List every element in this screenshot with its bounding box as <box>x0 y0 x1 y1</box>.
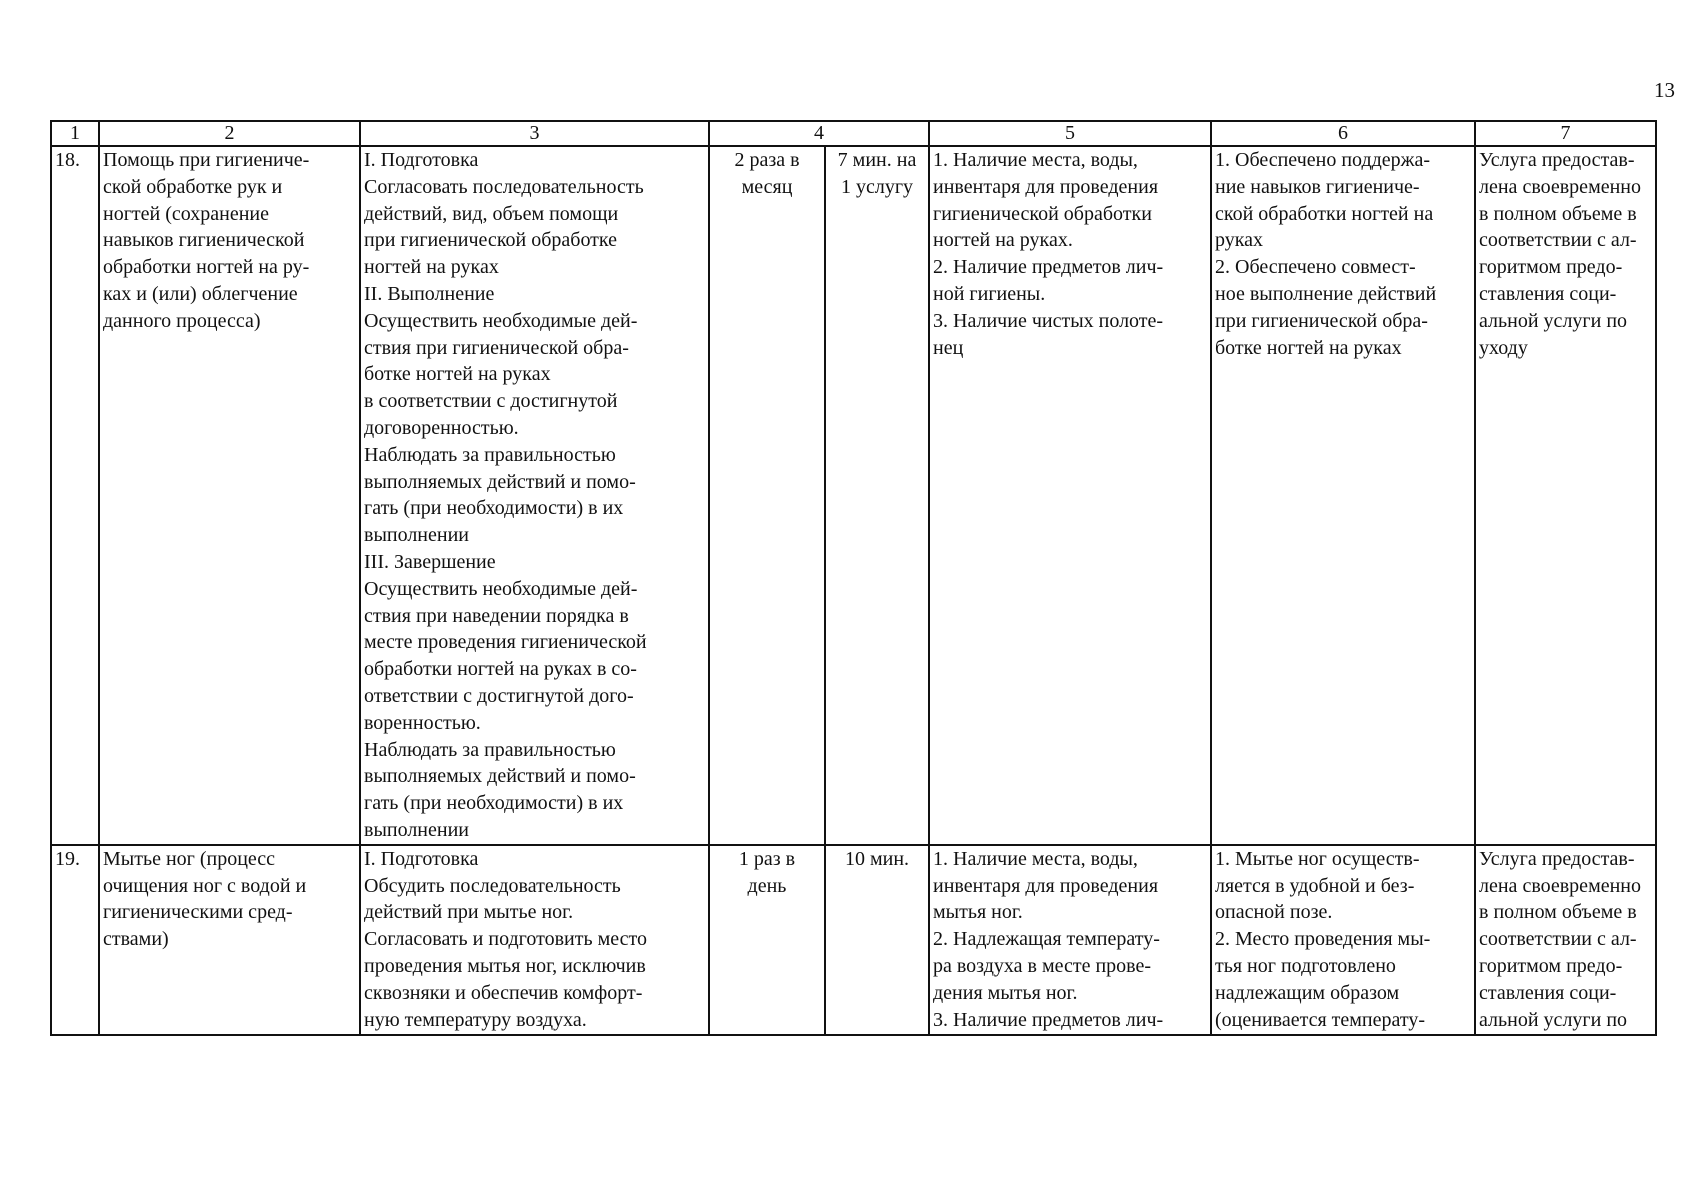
header-col-7: 7 <box>1475 121 1656 146</box>
service-frequency: 2 раза в месяц <box>709 146 825 845</box>
header-col-2: 2 <box>99 121 360 146</box>
service-name: Мытье ног (процесс очищения ног с водой и гигиеническими сред- ствами) <box>99 845 360 1035</box>
service-evaluation: Услуга предостав- лена своевременно в полном объеме в соответствии с ал- горитмом предо- ставления соци- альной услуги по <box>1475 845 1656 1035</box>
header-col-4: 4 <box>709 121 929 146</box>
services-table <box>50 120 1657 1036</box>
page-number: 13 <box>1654 78 1675 102</box>
table-row <box>51 845 1656 1035</box>
service-description: I. Подготовка Согласовать последовательность действий, вид, объем помощи при гигиенической обработке ногтей на руках II. Выполнение Осуществить необходимые дей- ствия при гигиенической обра- ботке ногтей на руках в соответствии с достигнутой договоренностью. Наблюдать за правильностью выполняемых действий и помо- гать (при необходимости) в их выполнении III. Завершение Осуществить необходимые дей- ствия при наведении порядка в месте проведения гигиенической обработки ногтей на руках в со- ответствии с достигнутой дого- воренностью. Наблюдать за правильностью выполняемых действий и помо- гать (при необходимости) в их выполнении <box>360 146 709 845</box>
service-evaluation: Услуга предостав- лена своевременно в полном объеме в соответствии с ал- горитмом предо- ставления соци- альной услуги по уходу <box>1475 146 1656 845</box>
header-col-3: 3 <box>360 121 709 146</box>
service-conditions: 1. Наличие места, воды, инвентаря для проведения мытья ног. 2. Надлежащая температу- ра воздуха в месте прове- дения мытья ног. 3. Наличие предметов лич- <box>929 845 1211 1035</box>
service-results: 1. Мытье ног осуществ- ляется в удобной и без- опасной позе. 2. Место проведения мы- тья ног подготовлено надлежащим образом (оценивается температу- <box>1211 845 1475 1035</box>
service-results: 1. Обеспечено поддержа- ние навыков гигиениче- ской обработки ногтей на руках 2. Обеспечено совмест- ное выполнение действий при гигиенической обра- ботке ногтей на руках <box>1211 146 1475 845</box>
header-col-1: 1 <box>51 121 99 146</box>
row-number: 19. <box>51 845 99 1035</box>
service-description: I. Подготовка Обсудить последовательность действий при мытье ног. Согласовать и подготовить место проведения мытья ног, исключив сквозняки и обеспечив комфорт- ную температуру воздуха. <box>360 845 709 1035</box>
service-name: Помощь при гигиениче- ской обработке рук и ногтей (сохранение навыков гигиенической обработки ногтей на ру- ках и (или) облегчение данного процесса) <box>99 146 360 845</box>
service-duration: 10 мин. <box>825 845 929 1035</box>
service-conditions: 1. Наличие места, воды, инвентаря для проведения гигиенической обработки ногтей на руках. 2. Наличие предметов лич- ной гигиены. 3. Наличие чистых полоте- нец <box>929 146 1211 845</box>
service-frequency: 1 раз в день <box>709 845 825 1035</box>
table-row <box>51 146 1656 845</box>
table-header-row <box>51 121 1656 146</box>
row-number: 18. <box>51 146 99 845</box>
header-col-6: 6 <box>1211 121 1475 146</box>
service-duration: 7 мин. на 1 услугу <box>825 146 929 845</box>
header-col-5: 5 <box>929 121 1211 146</box>
